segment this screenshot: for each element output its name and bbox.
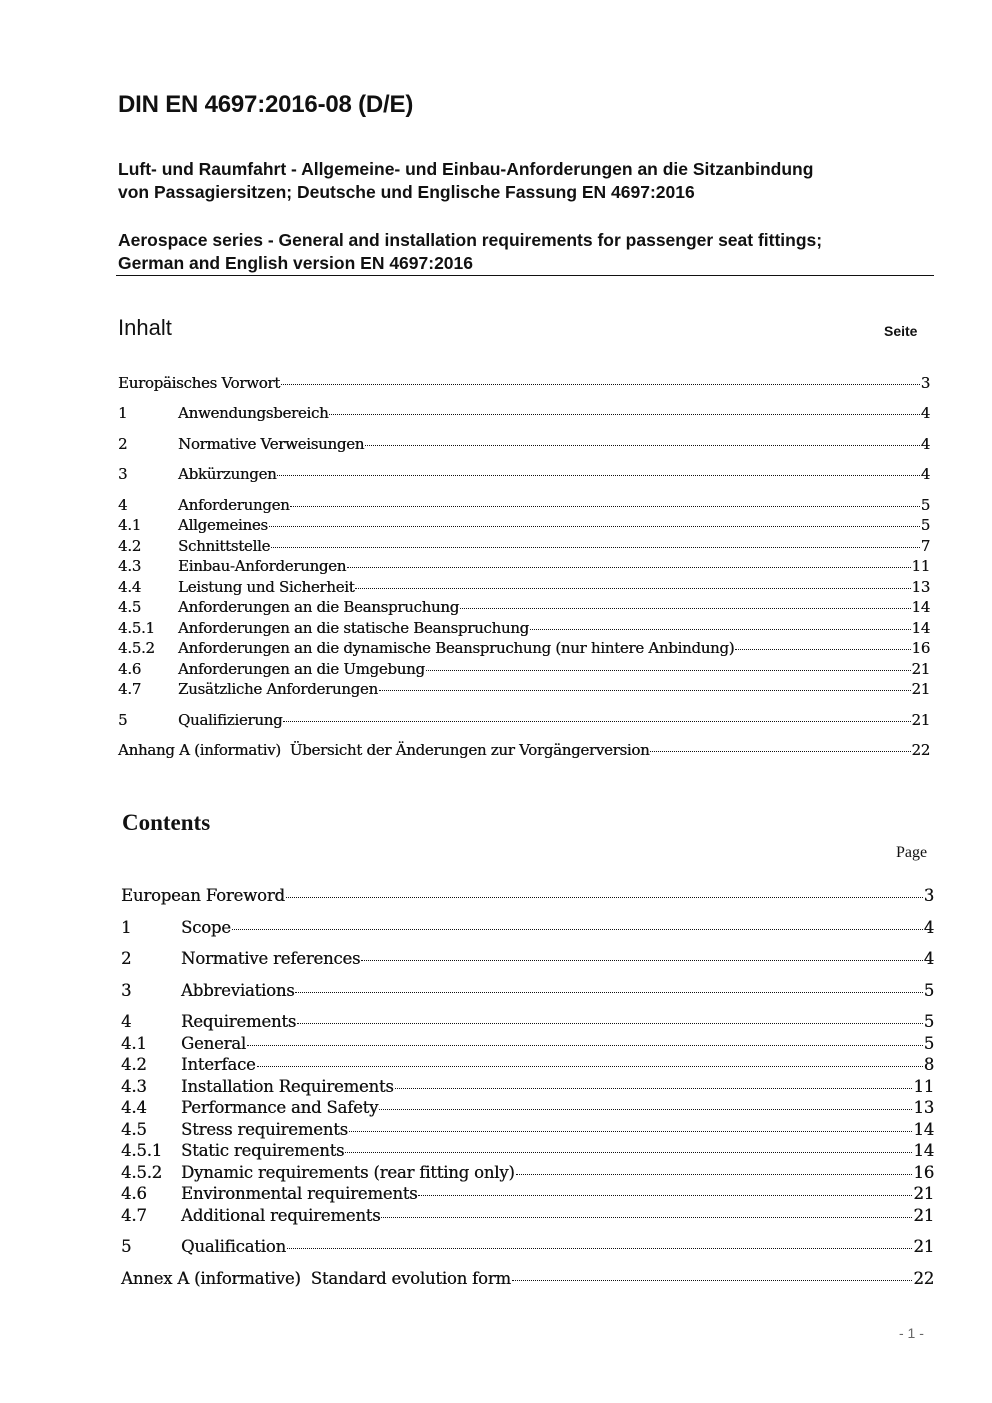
header-divider [116,275,934,276]
toc-leader [297,1023,923,1024]
subtitle-en-line-2: German and English version EN 4697:2016 [118,253,474,273]
toc-entry-number: 4.5 [121,1120,147,1139]
toc-en-heading: Contents [122,810,211,835]
toc-entry-page: 4 [920,404,930,422]
toc-entry[interactable] [118,404,930,422]
toc-entry[interactable] [121,1206,934,1225]
toc-entry-number: 2 [121,949,132,968]
toc-entry-page: 11 [911,557,930,575]
toc-leader [295,992,922,993]
toc-entry-title: Qualifizierung [178,711,283,729]
toc-entry-page: 21 [911,680,930,698]
toc-entry-number: 4.2 [118,537,141,555]
toc-entry-title: Annex A (informative) Standard evolution form [121,1269,511,1288]
toc-leader [287,1248,913,1249]
toc-entry[interactable] [121,981,934,1000]
toc-leader [460,608,911,609]
toc-leader [361,960,922,961]
toc-entry-title: Einbau-Anforderungen [178,557,347,575]
toc-leader [395,1088,913,1089]
toc-entry-page: 3 [920,374,930,392]
toc-entry-number: 4.2 [121,1055,147,1074]
toc-entry-title: Interface [181,1055,256,1074]
toc-entry-title: Anhang A (informativ) Übersicht der Änderungen zur Vorgängerversion [118,741,650,759]
toc-leader [418,1195,912,1196]
toc-entry-title: Static requirements [181,1141,345,1160]
toc-leader [650,751,910,752]
toc-entry-number: 5 [118,711,128,729]
toc-entry[interactable] [121,1269,934,1288]
toc-entry-title: Abbreviations [181,981,295,1000]
toc-entry[interactable] [121,949,934,968]
toc-entry[interactable] [118,639,930,657]
toc-entry-number: 4 [121,1012,132,1031]
toc-entry-title: Requirements [181,1012,297,1031]
toc-entry-number: 5 [121,1237,132,1256]
toc-leader [365,445,920,446]
toc-leader [269,526,920,527]
toc-leader [232,929,923,930]
toc-leader [271,547,920,548]
toc-entry[interactable] [118,711,930,729]
toc-entry-page: 4 [920,435,930,453]
toc-entry[interactable] [121,1034,934,1053]
toc-entry[interactable] [121,918,934,937]
toc-entry-number: 4.6 [118,660,141,678]
toc-entry-number: 4.5.2 [118,639,155,657]
toc-entry-title: Leistung und Sicherheit [178,578,355,596]
toc-entry-number: 3 [118,465,128,483]
toc-entry-title: Stress requirements [181,1120,348,1139]
toc-entry-number: 4.7 [118,680,141,698]
toc-leader [381,1217,912,1218]
toc-entry-number: 4.5 [118,598,141,616]
toc-entry-page: 13 [911,578,930,596]
toc-entry[interactable] [121,1163,934,1182]
toc-entry[interactable] [121,1055,934,1074]
toc-entry-title: European Foreword [121,886,285,905]
toc-entry-page: 4 [923,918,934,937]
toc-entry[interactable] [118,496,930,514]
toc-entry-number: 4.5.1 [118,619,155,637]
toc-leader [281,384,920,385]
toc-entry-page: 14 [913,1120,934,1139]
toc-leader [290,506,919,507]
toc-leader [277,475,919,476]
toc-entry-number: 4.3 [118,557,141,575]
toc-entry-number: 3 [121,981,132,1000]
toc-leader [355,588,910,589]
toc-entry-title: Anforderungen [178,496,290,514]
toc-entry[interactable] [118,374,930,392]
toc-entry-title: Dynamic requirements (rear fitting only) [181,1163,515,1182]
toc-entry-page: 3 [923,886,934,905]
toc-entry[interactable] [118,578,930,596]
toc-entry-number: 4.5.2 [121,1163,162,1182]
toc-entry[interactable] [121,1077,934,1096]
toc-entry-page: 21 [911,660,930,678]
toc-entry-title: Allgemeines [178,516,268,534]
toc-entry-title: General [181,1034,246,1053]
toc-entry[interactable] [118,435,930,453]
toc-entry-title: Anforderungen an die statische Beanspruchung [178,619,529,637]
toc-entry-number: 1 [118,404,128,422]
toc-entry-page: 4 [920,465,930,483]
toc-entry-page: 5 [923,981,934,1000]
toc-leader [530,629,911,630]
toc-entry-title: Europäisches Vorwort [118,374,280,392]
toc-entry[interactable] [121,1120,934,1139]
toc-entry[interactable] [118,537,930,555]
toc-entry[interactable] [121,1141,934,1160]
toc-entry-page: 21 [913,1184,934,1203]
toc-entry-title: Normative Verweisungen [178,435,365,453]
toc-leader [512,1280,913,1281]
toc-de-heading: Inhalt [118,315,172,340]
toc-entry-title: Performance and Safety [181,1098,379,1117]
toc-entry-page: 11 [913,1077,934,1096]
toc-entry-number: 1 [121,918,132,937]
toc-entry-page: 5 [920,516,930,534]
toc-entry-page: 5 [923,1034,934,1053]
toc-entry-number: 4.1 [118,516,141,534]
toc-leader [345,1152,912,1153]
toc-entry-page: 13 [913,1098,934,1117]
toc-en-page-label: Page [896,844,928,861]
toc-entry-page: 7 [920,537,930,555]
toc-entry-title: Abkürzungen [178,465,277,483]
toc-entry-number: 4.4 [118,578,141,596]
toc-leader [329,414,919,415]
toc-entry-page: 4 [923,949,934,968]
toc-entry-number: 4.1 [121,1034,147,1053]
toc-entry-title: Installation Requirements [181,1077,394,1096]
toc-entry-page: 14 [911,598,930,616]
toc-leader [247,1045,923,1046]
toc-entry[interactable] [118,680,930,698]
document-title: DIN EN 4697:2016-08 (D/E) [118,91,414,118]
toc-leader [257,1066,923,1067]
toc-entry-title: Scope [181,918,231,937]
toc-entry[interactable] [118,619,930,637]
toc-de-page-label: Seite [884,323,918,339]
toc-entry-title: Anwendungsbereich [178,404,329,422]
toc-entry[interactable] [118,660,930,678]
toc-entry-title: Normative references [181,949,361,968]
toc-entry[interactable] [121,1012,934,1031]
toc-entry[interactable] [118,598,930,616]
toc-leader [283,721,910,722]
toc-leader [347,567,910,568]
subtitle-en-line-1: Aerospace series - General and installation requirements for passenger seat fittings; [118,230,823,250]
toc-entry-title: Anforderungen an die Umgebung [178,660,425,678]
toc-entry-page: 21 [911,711,930,729]
toc-entry-page: 14 [913,1141,934,1160]
toc-entry[interactable] [118,516,930,534]
toc-leader [735,649,910,650]
toc-entry-number: 4.7 [121,1206,147,1225]
toc-entry-number: 4.4 [121,1098,147,1117]
toc-entry-page: 16 [911,639,930,657]
toc-entry-page: 8 [923,1055,934,1074]
toc-leader [426,670,911,671]
toc-entry-number: 4.3 [121,1077,147,1096]
toc-entry-number: 4.5.1 [121,1141,162,1160]
toc-leader [379,1109,912,1110]
subtitle-de-line-1: Luft- und Raumfahrt - Allgemeine- und Einbau-Anforderungen an die Sitzanbindung [118,159,814,179]
toc-entry-title: Additional requirements [181,1206,381,1225]
toc-entry-number: 4.6 [121,1184,147,1203]
toc-entry-number: 2 [118,435,128,453]
toc-entry-page: 5 [923,1012,934,1031]
toc-entry[interactable] [121,886,934,905]
toc-entry-title: Anforderungen an die Beanspruchung [178,598,459,616]
toc-entry-page: 21 [913,1206,934,1225]
toc-entry-page: 21 [913,1237,934,1256]
toc-entry-title: Schnittstelle [178,537,271,555]
toc-entry-title: Zusätzliche Anforderungen [178,680,378,698]
toc-leader [516,1174,913,1175]
toc-leader [379,690,911,691]
toc-leader [349,1131,913,1132]
toc-entry-title: Qualification [181,1237,286,1256]
toc-entry-number: 4 [118,496,128,514]
toc-entry-page: 22 [913,1269,934,1288]
toc-entry-page: 16 [913,1163,934,1182]
subtitle-de-line-2: von Passagiersitzen; Deutsche und Englische Fassung EN 4697:2016 [118,182,695,202]
page-number: - 1 - [899,1325,924,1341]
toc-entry[interactable] [121,1237,934,1256]
toc-entry-page: 5 [920,496,930,514]
toc-entry-title: Environmental requirements [181,1184,418,1203]
toc-entry-page: 22 [911,741,930,759]
toc-entry-page: 14 [911,619,930,637]
toc-entry[interactable] [121,1184,934,1203]
toc-entry[interactable] [121,1098,934,1117]
toc-leader [286,897,923,898]
toc-entry-title: Anforderungen an die dynamische Beanspruchung (nur hintere Anbindung) [178,639,735,657]
toc-entry[interactable] [118,557,930,575]
toc-entry[interactable] [118,741,930,759]
toc-entry[interactable] [118,465,930,483]
